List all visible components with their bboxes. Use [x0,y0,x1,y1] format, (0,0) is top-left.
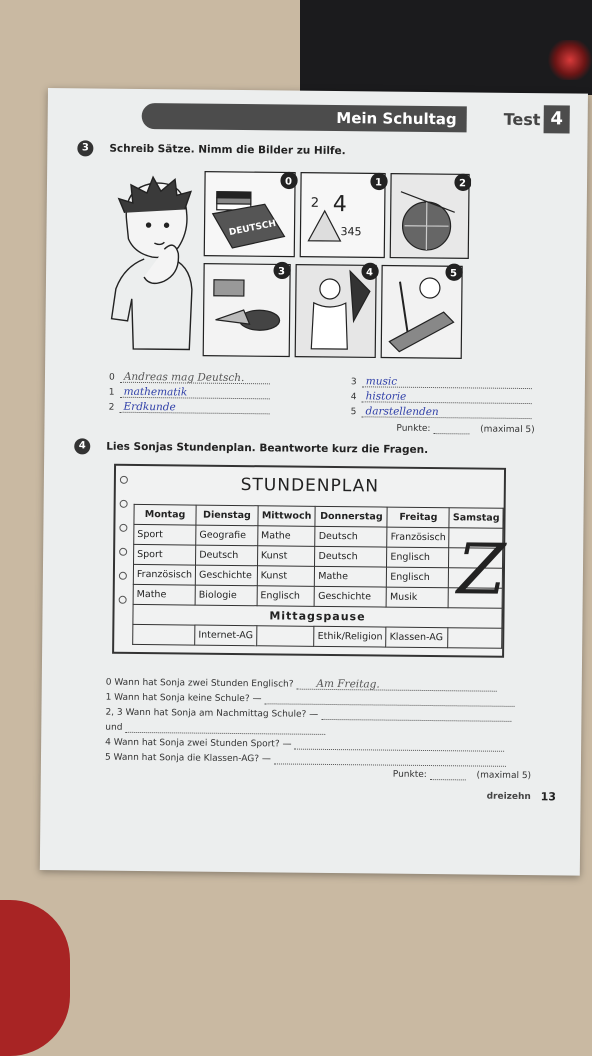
question-und[interactable]: und [105,722,325,735]
answer-4-text: historie [365,390,407,403]
afternoon-row [133,624,502,648]
lesson-cell: Englisch [387,547,449,568]
lesson-cell: Klassen-AG [386,627,448,648]
exercise-3-number: 3 [77,140,93,156]
lesson-cell: Englisch [387,567,449,588]
binder-hole [120,476,128,484]
day-header: Dienstag [196,505,258,526]
exercise-4-number: 4 [74,438,90,454]
question-1[interactable]: 1 Wann hat Sonja keine Schule? — [106,692,515,707]
binder-hole [119,524,127,532]
picture-1-badge: 1 [374,177,383,189]
answer-0: 0 Andreas mag Deutsch. [109,371,270,385]
binder-hole [119,548,127,556]
exercise-3-illustration [103,169,471,363]
lesson-cell: Englisch [257,586,315,607]
binder-hole [119,572,127,580]
binder-hole [120,500,128,508]
lesson-cell: Geschichte [195,565,257,586]
red-light [548,40,592,80]
picture-3-music [203,262,290,357]
lesson-cell: Deutsch [315,546,387,567]
picture-4-badge: 4 [366,267,374,279]
day-header: Montag [134,504,196,525]
test-label: Test [503,109,541,130]
question-0-answer: Am Freitag. [316,677,380,691]
book-title-text: DEUTSCH [228,218,277,239]
question-0: 0 Wann hat Sonja zwei Stunden Englisch? Am Freitag. [106,677,497,692]
picture-5-art [381,264,462,359]
worksheet-page [40,88,588,876]
lesson-cell: Ethik/Religion [314,626,386,647]
picture-0-book [204,172,297,257]
day-header: Donnerstag [315,506,387,527]
day-header: Freitag [387,507,449,528]
lesson-cell: Sport [134,544,196,565]
answer-4[interactable]: 4 historie [351,390,532,404]
lesson-cell: Deutsch [196,545,258,566]
exercise-3-points: Punkte: (maximal 5) [396,423,535,436]
math-numbers-text: 345 [340,225,362,239]
answer-1[interactable]: 1 mathematik [109,386,270,400]
lesson-cell: Geografie [196,525,258,546]
picture-2-globe [390,174,471,259]
lesson-cell: Internet-AG [195,625,257,646]
lesson-cell-empty [448,628,502,649]
red-object [0,900,70,1056]
page-number: 13 [540,790,556,804]
lesson-cell: Geschichte [315,586,387,607]
answer-3[interactable]: 3 music [351,375,532,389]
binder-hole [119,596,127,604]
lesson-cell: Mathe [257,526,315,547]
timetable-title: STUNDENPLAN [240,475,380,497]
timetable-grid [132,504,503,649]
picture-4-history [295,263,378,358]
thinking-boy-drawing [111,177,193,350]
lesson-cell: Französisch [387,527,449,548]
question-2-3[interactable]: 2, 3 Wann hat Sonja am Nachmittag Schule? — [105,707,511,722]
samstag-handwritten-mark: Z [456,528,507,611]
picture-2-badge: 2 [458,178,467,190]
exercise-4-points: Punkte: (maximal 5) [392,769,532,782]
page-title-banner: Mein Schultag [142,103,467,132]
lesson-cell: Deutsch [315,526,387,547]
answer-3-text: music [365,375,398,388]
svg-text:4: 4 [332,191,347,218]
picture-1-math [300,173,387,258]
answer-1-text: mathematik [123,385,188,399]
svg-text:2: 2 [310,195,320,211]
lesson-cell: Biologie [195,585,257,606]
lesson-cell [256,626,314,647]
test-number: 4 [544,105,570,133]
answer-5-text: darstellenden [365,405,439,419]
lesson-cell: Kunst [257,546,315,567]
page-number-word: dreizehn [486,791,531,803]
lesson-cell: Kunst [257,566,315,587]
question-4[interactable]: 4 Wann hat Sonja zwei Stunden Sport? — [105,737,504,752]
picture-3-badge: 3 [278,266,286,278]
answer-2[interactable]: 2 Erdkunde [109,401,270,415]
timetable-card [112,464,506,658]
lesson-cell [133,624,195,645]
picture-5-badge: 5 [450,268,458,280]
lesson-cell: Musik [386,587,448,608]
exercise-4-instruction: Lies Sonjas Stundenplan. Beantworte kurz die Fragen. [106,440,429,457]
day-header: Samstag [449,508,503,529]
answer-5[interactable]: 5 darstellenden [351,405,532,419]
lesson-cell: Mathe [315,566,387,587]
lesson-cell: Sport [134,524,196,545]
lunch-break-label: Mittagspause [133,604,502,628]
exercise-3-instruction: Schreib Sätze. Nimm die Bilder zu Hilfe. [109,142,346,158]
lesson-cell: Mathe [133,584,195,605]
day-header: Mittwoch [258,506,316,527]
lesson-cell: Französisch [133,564,195,585]
question-5[interactable]: 5 Wann hat Sonja die Klassen-AG? — [105,752,506,767]
picture-0-badge: 0 [284,176,293,188]
answer-2-text: Erdkunde [123,400,176,414]
answer-0-text: Andreas mag Deutsch. [123,370,245,385]
